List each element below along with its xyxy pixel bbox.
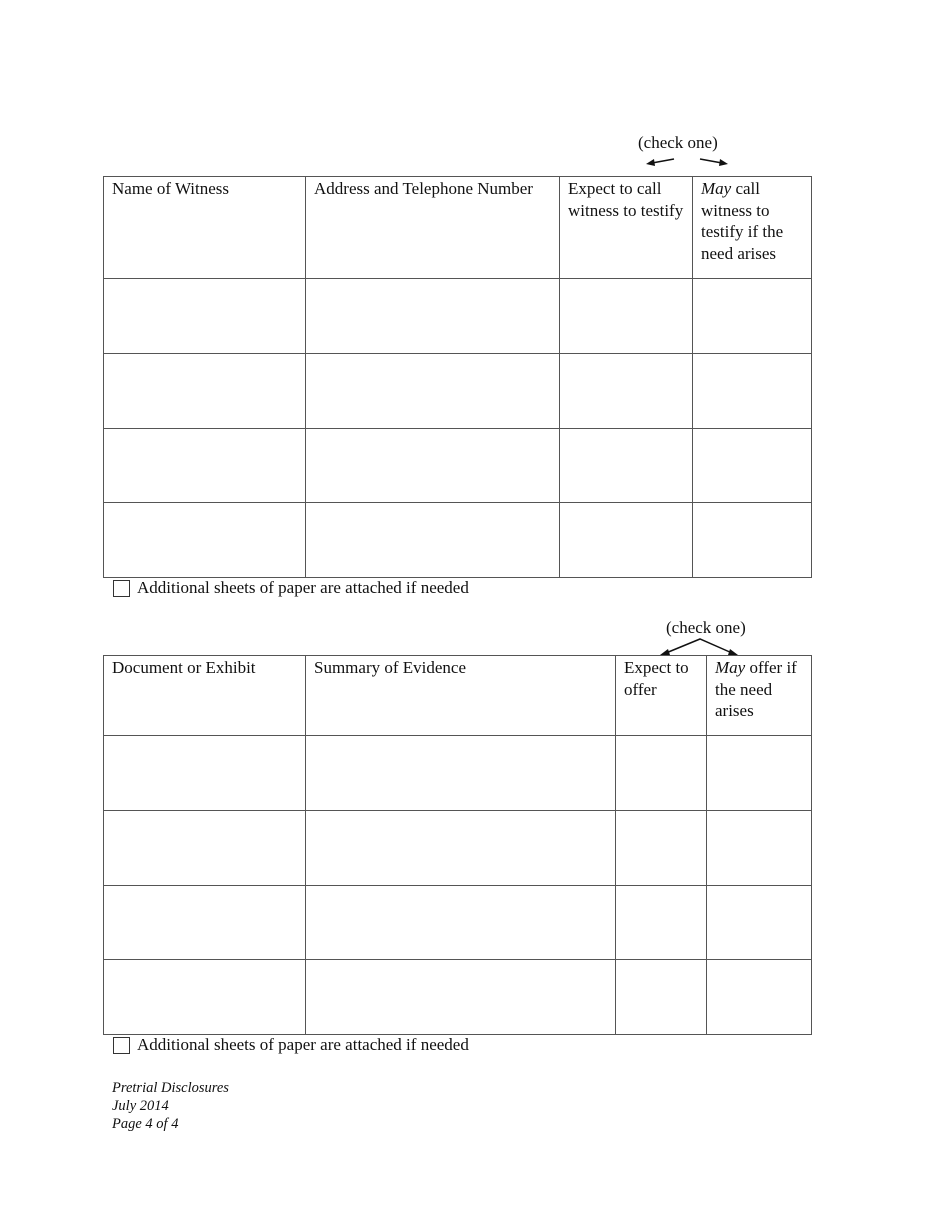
- may-offer-cell[interactable]: [707, 811, 812, 886]
- header-address-telephone: Address and Telephone Number: [306, 177, 560, 279]
- witness-attach-label: Additional sheets of paper are attached if needed: [137, 578, 469, 597]
- exhibit-header-row: [104, 656, 812, 736]
- table-row: [104, 886, 812, 960]
- exhibit-cell[interactable]: [104, 736, 306, 811]
- expect-to-offer-cell[interactable]: [616, 960, 707, 1035]
- witness-address-cell[interactable]: [306, 279, 560, 354]
- check-one-arrows-icon: [640, 154, 740, 170]
- table-row: [104, 503, 812, 578]
- witness-name-cell[interactable]: [104, 279, 306, 354]
- header-may-call: May call witness to testify if the need arises: [693, 177, 812, 279]
- may-call-cell[interactable]: [693, 503, 812, 578]
- exhibit-attach-label: Additional sheets of paper are attached if needed: [137, 1035, 469, 1054]
- witness-name-cell[interactable]: [104, 354, 306, 429]
- witness-name-cell[interactable]: [104, 503, 306, 578]
- table-row: [104, 429, 812, 503]
- exhibit-attach-option: [113, 1035, 469, 1055]
- check-one-label: (check one): [638, 133, 718, 152]
- witness-table: [103, 176, 812, 578]
- expect-to-call-cell[interactable]: [560, 503, 693, 578]
- may-call-cell[interactable]: [693, 429, 812, 503]
- table-row: [104, 354, 812, 429]
- may-call-cell[interactable]: [693, 279, 812, 354]
- witness-header-row: [104, 177, 812, 279]
- may-offer-cell[interactable]: [707, 886, 812, 960]
- witness-attach-option: [113, 578, 469, 598]
- header-expect-to-call: Expect to call witness to testify: [560, 177, 693, 279]
- check-one-arrows-icon: [650, 637, 750, 657]
- page-footer: [112, 1079, 229, 1133]
- footer-date: July 2014: [112, 1098, 169, 1114]
- witness-name-cell[interactable]: [104, 429, 306, 503]
- header-expect-to-offer: Expect to offer: [616, 656, 707, 736]
- witness-attach-checkbox[interactable]: [113, 580, 130, 597]
- summary-cell[interactable]: [306, 736, 616, 811]
- may-offer-cell[interactable]: [707, 736, 812, 811]
- exhibit-cell[interactable]: [104, 811, 306, 886]
- may-call-cell[interactable]: [693, 354, 812, 429]
- witness-address-cell[interactable]: [306, 503, 560, 578]
- footer-title: Pretrial Disclosures: [112, 1080, 229, 1096]
- table-row: [104, 960, 812, 1035]
- check-one-label: (check one): [666, 618, 746, 637]
- table-row: [104, 279, 812, 354]
- header-summary-of-evidence: Summary of Evidence: [306, 656, 616, 736]
- header-document-or-exhibit: Document or Exhibit: [104, 656, 306, 736]
- expect-to-call-cell[interactable]: [560, 429, 693, 503]
- expect-to-call-cell[interactable]: [560, 354, 693, 429]
- may-offer-cell[interactable]: [707, 960, 812, 1035]
- footer-page-number: Page 4 of 4: [112, 1116, 179, 1132]
- table-row: [104, 736, 812, 811]
- exhibit-attach-checkbox[interactable]: [113, 1037, 130, 1054]
- expect-to-offer-cell[interactable]: [616, 811, 707, 886]
- expect-to-offer-cell[interactable]: [616, 886, 707, 960]
- header-may-offer: May offer if the need arises: [707, 656, 812, 736]
- summary-cell[interactable]: [306, 886, 616, 960]
- expect-to-call-cell[interactable]: [560, 279, 693, 354]
- summary-cell[interactable]: [306, 960, 616, 1035]
- summary-cell[interactable]: [306, 811, 616, 886]
- table-row: [104, 811, 812, 886]
- exhibit-table: [103, 655, 812, 1035]
- witness-address-cell[interactable]: [306, 354, 560, 429]
- witness-address-cell[interactable]: [306, 429, 560, 503]
- exhibit-cell[interactable]: [104, 960, 306, 1035]
- header-name-of-witness: Name of Witness: [104, 177, 306, 279]
- exhibit-cell[interactable]: [104, 886, 306, 960]
- expect-to-offer-cell[interactable]: [616, 736, 707, 811]
